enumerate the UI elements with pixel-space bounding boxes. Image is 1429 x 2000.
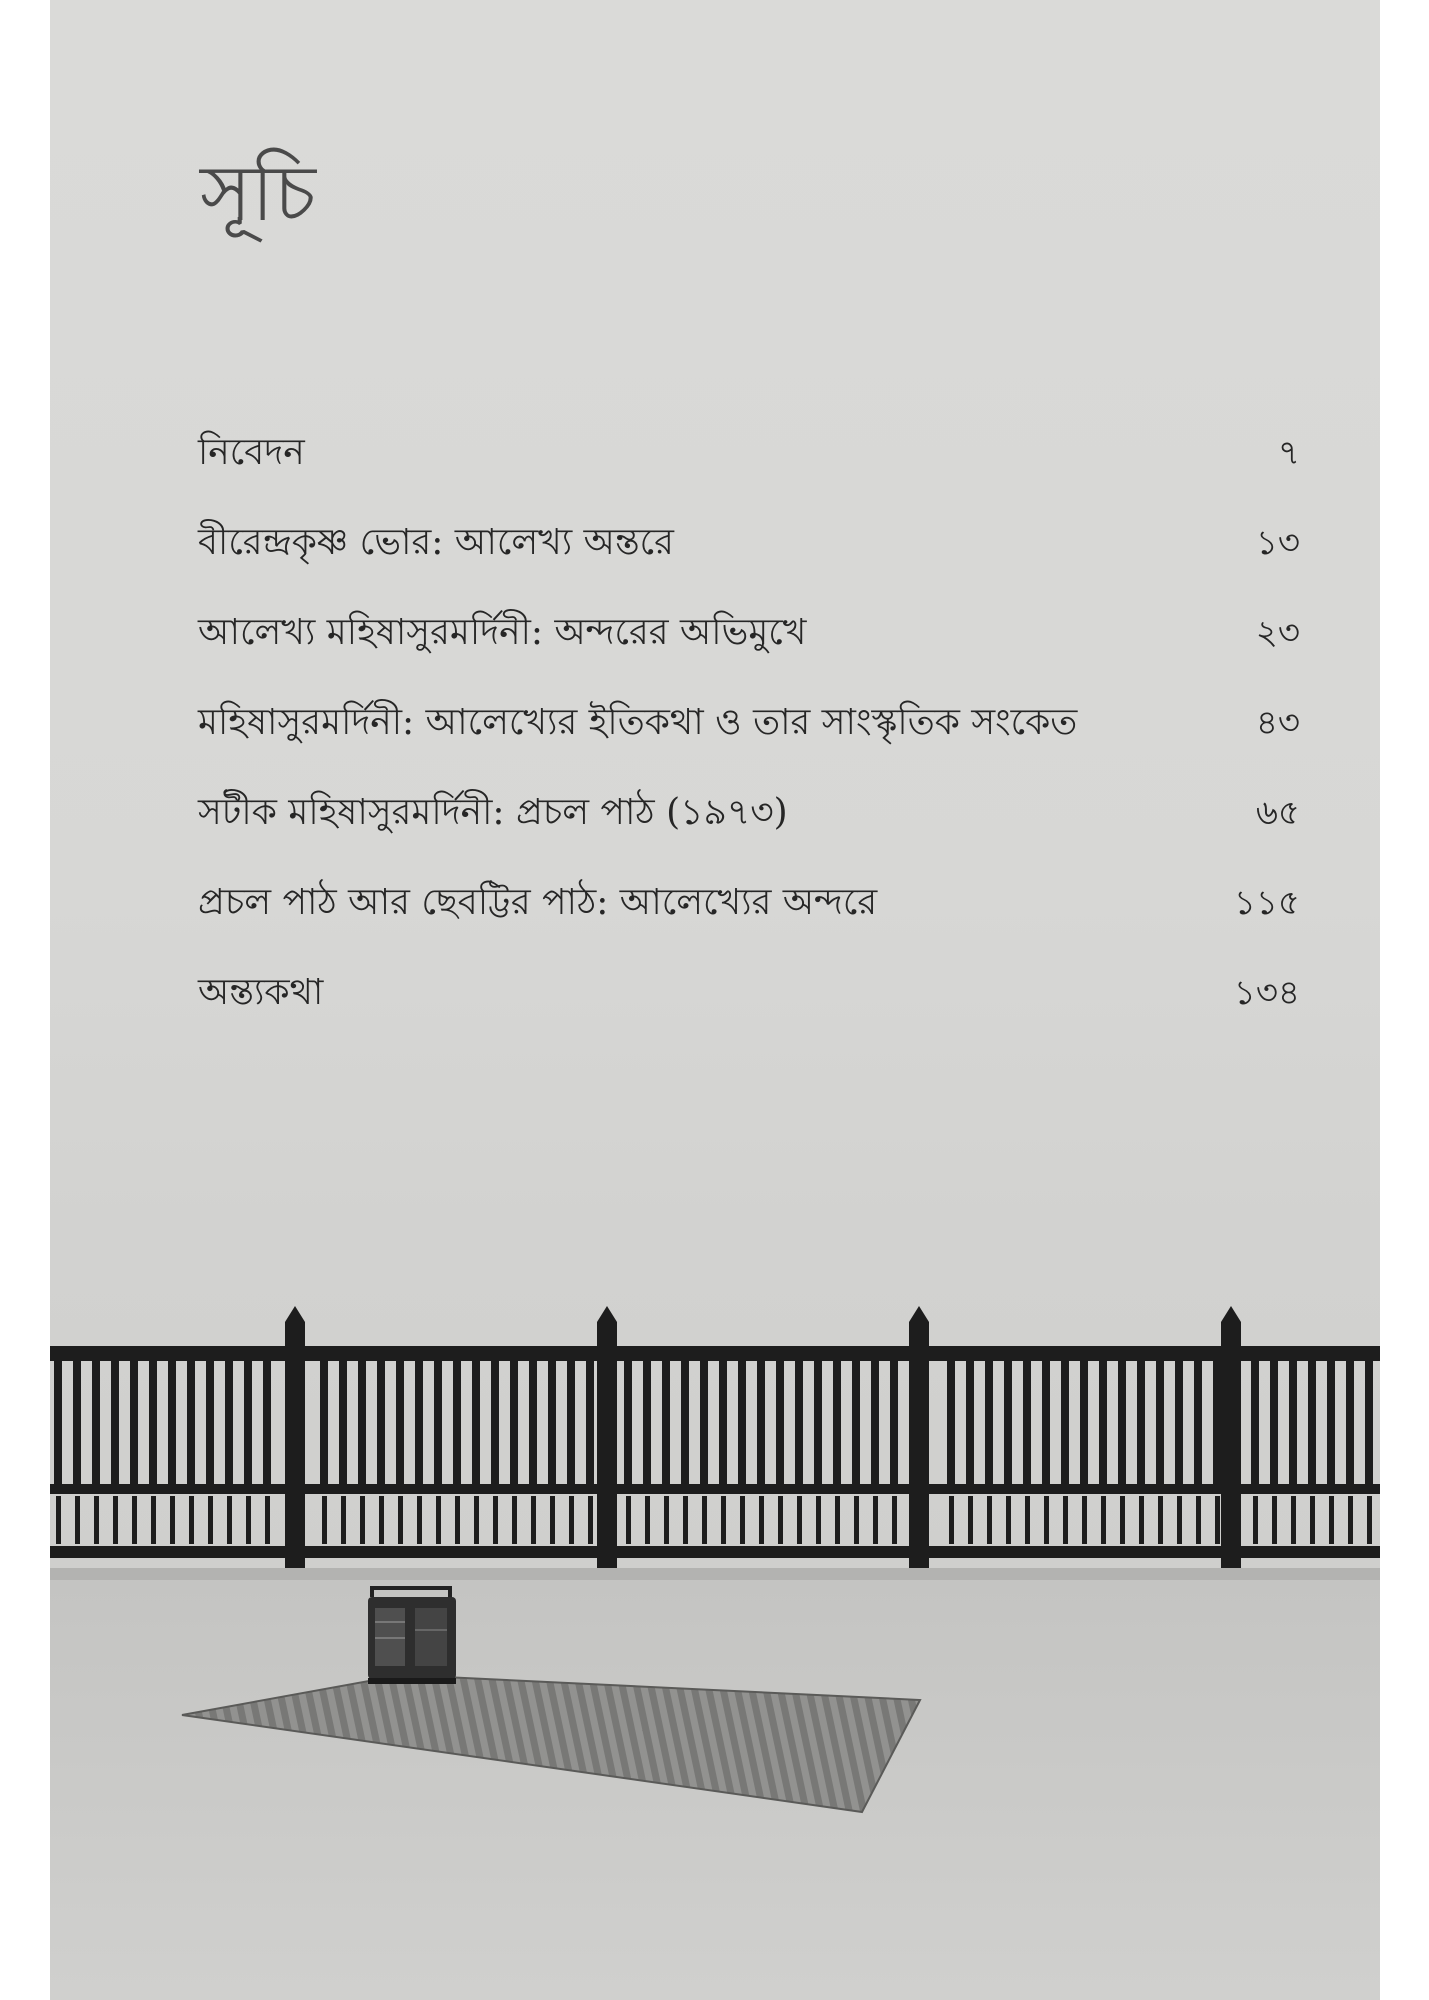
toc-entry-page: ৭ xyxy=(1277,433,1300,473)
baluster xyxy=(1213,1361,1221,1484)
lower-baluster xyxy=(626,1496,631,1544)
baluster xyxy=(358,1361,366,1484)
lower-baluster xyxy=(208,1496,213,1544)
baluster xyxy=(1080,1361,1088,1484)
baluster xyxy=(567,1361,575,1484)
baluster xyxy=(1289,1361,1297,1484)
lower-baluster xyxy=(740,1496,745,1544)
baluster xyxy=(1194,1361,1202,1484)
baluster xyxy=(453,1361,461,1484)
lower-baluster xyxy=(1120,1496,1125,1544)
baluster xyxy=(1061,1361,1069,1484)
lower-baluster xyxy=(56,1496,61,1544)
lower-baluster xyxy=(1006,1496,1011,1544)
baluster xyxy=(1365,1361,1373,1484)
lower-baluster xyxy=(94,1496,99,1544)
baluster xyxy=(757,1361,765,1484)
lower-baluster xyxy=(1101,1496,1106,1544)
baluster xyxy=(1023,1361,1031,1484)
lower-baluster xyxy=(778,1496,783,1544)
lower-baluster xyxy=(322,1496,327,1544)
lower-baluster xyxy=(1044,1496,1049,1544)
baluster xyxy=(738,1361,746,1484)
baluster xyxy=(396,1361,404,1484)
lower-baluster xyxy=(1348,1496,1353,1544)
lower-baluster xyxy=(1253,1496,1258,1544)
table-of-contents xyxy=(198,425,1308,1055)
toc-entry-title: নিবেদন xyxy=(198,432,305,473)
railing-post-cap xyxy=(597,1306,617,1322)
railing-post-cap xyxy=(285,1306,305,1322)
lower-baluster xyxy=(417,1496,422,1544)
baluster xyxy=(1327,1361,1335,1484)
toc-entry-title: অন্ত্যকথা xyxy=(198,972,324,1013)
toc-entry-title: প্রচল পাঠ আর ছেবট্টির পাঠ: আলেখ্যের অন্দরে xyxy=(198,882,878,923)
lower-baluster xyxy=(702,1496,707,1544)
baluster xyxy=(415,1361,423,1484)
lower-baluster xyxy=(113,1496,118,1544)
baluster xyxy=(111,1361,119,1484)
railing-post xyxy=(909,1322,929,1568)
railing-lower-balusters xyxy=(56,1496,1372,1544)
lower-baluster xyxy=(721,1496,726,1544)
lower-baluster xyxy=(1063,1496,1068,1544)
baluster xyxy=(92,1361,100,1484)
lower-baluster xyxy=(246,1496,251,1544)
contents-heading: সূচি xyxy=(200,149,316,239)
baluster xyxy=(1175,1361,1183,1484)
baluster xyxy=(1308,1361,1316,1484)
toc-entry-page: ১৩ xyxy=(1255,523,1300,563)
lower-baluster xyxy=(1196,1496,1201,1544)
baluster xyxy=(700,1361,708,1484)
toc-entry-title: আলেখ্য মহিষাসুরমর্দিনী: অন্দরের অভিমুখে xyxy=(198,612,807,653)
lower-baluster xyxy=(1215,1496,1220,1544)
book-page xyxy=(50,0,1380,2000)
lower-baluster xyxy=(835,1496,840,1544)
toc-entry xyxy=(198,515,1308,605)
toc-entry-page: ১১৫ xyxy=(1233,883,1300,923)
illustration-terrace xyxy=(50,1300,1380,2000)
baluster xyxy=(852,1361,860,1484)
baluster xyxy=(168,1361,176,1484)
baluster xyxy=(985,1361,993,1484)
toc-entry-title: বীরেন্দ্রকৃষ্ণ ভোর: আলেখ্য অন্তরে xyxy=(198,522,674,563)
lower-baluster xyxy=(1177,1496,1182,1544)
lower-baluster xyxy=(227,1496,232,1544)
baluster xyxy=(548,1361,556,1484)
baluster xyxy=(225,1361,233,1484)
railing-balusters xyxy=(54,1361,1373,1484)
lower-baluster xyxy=(987,1496,992,1544)
lower-baluster xyxy=(1082,1496,1087,1544)
lower-baluster xyxy=(588,1496,593,1544)
baluster xyxy=(1042,1361,1050,1484)
lower-baluster xyxy=(512,1496,517,1544)
baluster xyxy=(681,1361,689,1484)
baluster xyxy=(339,1361,347,1484)
baluster xyxy=(662,1361,670,1484)
baluster xyxy=(263,1361,271,1484)
lower-baluster xyxy=(360,1496,365,1544)
toc-entry xyxy=(198,785,1308,875)
toc-entry-page: ২৩ xyxy=(1255,613,1300,653)
lower-baluster xyxy=(797,1496,802,1544)
baluster xyxy=(586,1361,594,1484)
railing-post-cap xyxy=(909,1306,929,1322)
baluster xyxy=(244,1361,252,1484)
baluster xyxy=(814,1361,822,1484)
baluster xyxy=(377,1361,385,1484)
toc-entry xyxy=(198,605,1308,695)
lower-baluster xyxy=(854,1496,859,1544)
lower-baluster xyxy=(1272,1496,1277,1544)
baluster xyxy=(1004,1361,1012,1484)
baluster xyxy=(54,1361,62,1484)
lower-baluster xyxy=(75,1496,80,1544)
lower-baluster xyxy=(398,1496,403,1544)
baluster xyxy=(1099,1361,1107,1484)
lower-baluster xyxy=(455,1496,460,1544)
baluster xyxy=(130,1361,138,1484)
lower-baluster xyxy=(569,1496,574,1544)
baluster xyxy=(795,1361,803,1484)
lower-baluster xyxy=(550,1496,555,1544)
baluster xyxy=(947,1361,955,1484)
lower-baluster xyxy=(265,1496,270,1544)
baluster xyxy=(320,1361,328,1484)
toc-entry-page: ৪৩ xyxy=(1255,703,1300,743)
baluster xyxy=(643,1361,651,1484)
lower-baluster xyxy=(1367,1496,1372,1544)
lower-baluster xyxy=(474,1496,479,1544)
toc-entry-page: ৬৫ xyxy=(1255,793,1300,833)
lower-baluster xyxy=(1158,1496,1163,1544)
lower-baluster xyxy=(1329,1496,1334,1544)
baluster xyxy=(510,1361,518,1484)
toc-entry xyxy=(198,965,1308,1055)
lower-baluster xyxy=(949,1496,954,1544)
toc-entry-title: সটীক মহিষাসুরমর্দিনী: প্রচল পাঠ (১৯৭৩) xyxy=(198,792,788,833)
baluster xyxy=(491,1361,499,1484)
lower-baluster xyxy=(1291,1496,1296,1544)
lower-baluster xyxy=(683,1496,688,1544)
baluster xyxy=(1156,1361,1164,1484)
lower-baluster xyxy=(645,1496,650,1544)
lower-baluster xyxy=(493,1496,498,1544)
railing-post xyxy=(597,1322,617,1568)
baluster xyxy=(73,1361,81,1484)
baluster xyxy=(1270,1361,1278,1484)
toc-entry xyxy=(198,425,1308,515)
lower-baluster xyxy=(189,1496,194,1544)
lower-baluster xyxy=(759,1496,764,1544)
parapet-ledge xyxy=(50,1568,1380,1580)
baluster xyxy=(890,1361,898,1484)
baluster xyxy=(1137,1361,1145,1484)
lower-baluster xyxy=(379,1496,384,1544)
lower-baluster xyxy=(170,1496,175,1544)
lower-baluster xyxy=(816,1496,821,1544)
lower-baluster xyxy=(132,1496,137,1544)
radio xyxy=(368,1588,456,1684)
baluster xyxy=(206,1361,214,1484)
lower-baluster xyxy=(531,1496,536,1544)
lower-baluster xyxy=(664,1496,669,1544)
baluster xyxy=(624,1361,632,1484)
toc-entry xyxy=(198,875,1308,965)
lower-baluster xyxy=(873,1496,878,1544)
lower-baluster xyxy=(341,1496,346,1544)
lower-baluster xyxy=(1025,1496,1030,1544)
baluster xyxy=(1251,1361,1259,1484)
toc-entry xyxy=(198,695,1308,785)
lower-baluster xyxy=(1139,1496,1144,1544)
baluster xyxy=(472,1361,480,1484)
railing-post-cap xyxy=(1221,1306,1241,1322)
railing-post xyxy=(285,1322,305,1568)
baluster xyxy=(776,1361,784,1484)
baluster xyxy=(966,1361,974,1484)
baluster xyxy=(719,1361,727,1484)
lower-baluster xyxy=(436,1496,441,1544)
lower-baluster xyxy=(968,1496,973,1544)
railing-post xyxy=(1221,1322,1241,1568)
baluster xyxy=(187,1361,195,1484)
baluster xyxy=(1118,1361,1126,1484)
toc-entry-title: মহিষাসুরমর্দিনী: আলেখ্যের ইতিকথা ও তার সাংস্কৃতিক সংকেত xyxy=(198,702,1078,743)
baluster xyxy=(434,1361,442,1484)
baluster xyxy=(529,1361,537,1484)
baluster xyxy=(1346,1361,1354,1484)
lower-baluster xyxy=(151,1496,156,1544)
baluster xyxy=(833,1361,841,1484)
baluster xyxy=(871,1361,879,1484)
railing xyxy=(50,1306,1380,1568)
baluster xyxy=(149,1361,157,1484)
lower-baluster xyxy=(892,1496,897,1544)
toc-entry-page: ১৩৪ xyxy=(1233,973,1300,1013)
lower-baluster xyxy=(1310,1496,1315,1544)
